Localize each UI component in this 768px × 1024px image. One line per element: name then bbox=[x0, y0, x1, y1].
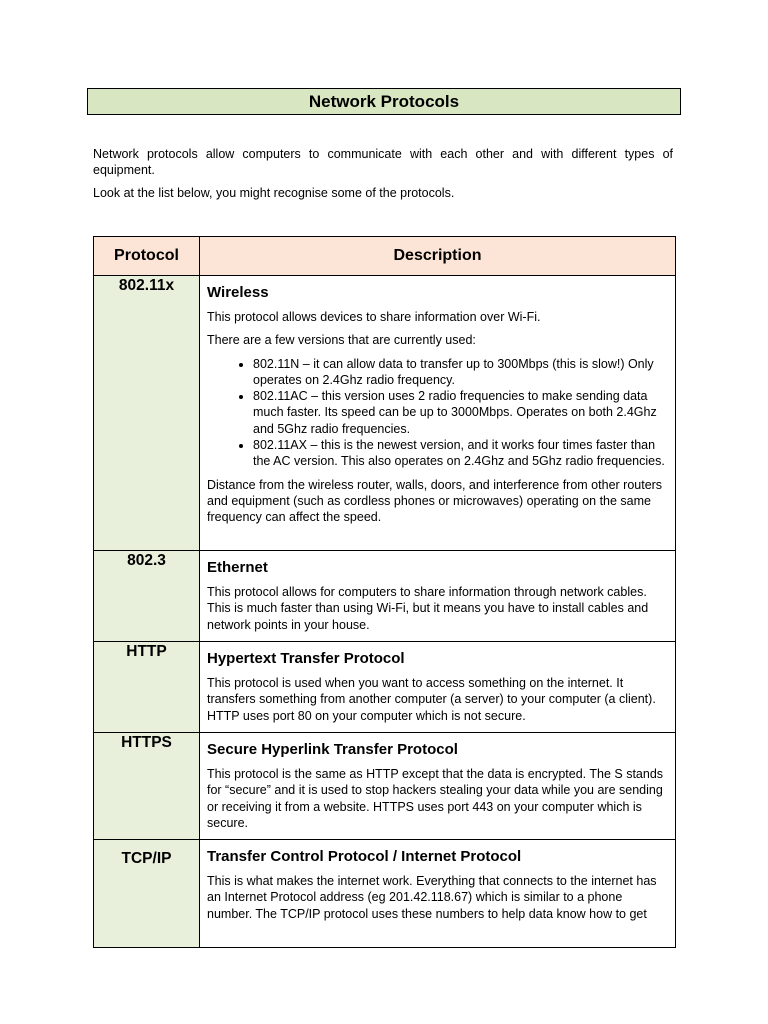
protocol-description bbox=[200, 276, 676, 551]
intro-paragraph: Look at the list below, you might recognise some of the protocols. bbox=[93, 186, 455, 200]
description-title: Hypertext Transfer Protocol bbox=[207, 650, 405, 667]
page-title: Network Protocols bbox=[87, 88, 681, 115]
protocol-name: 802.3 bbox=[94, 551, 200, 642]
version-list bbox=[207, 356, 667, 470]
list-item: • 802.11N – it can allow data to transfer up to 300Mbps (this is slow!) Only operates on 2.4Ghz radio frequency. bbox=[253, 356, 667, 389]
protocol-description bbox=[200, 840, 676, 948]
table-row bbox=[94, 733, 676, 840]
table-row bbox=[94, 840, 676, 948]
protocol-name: TCP/IP bbox=[94, 840, 200, 948]
description-text: This protocol is used when you want to access something on the internet. It transfers something from another computer (a server) to your computer (a client). HTTP uses port 80 on your computer which is not secure. bbox=[207, 676, 656, 723]
protocol-description bbox=[200, 551, 676, 642]
description-title: Transfer Control Protocol / Internet Protocol bbox=[207, 848, 522, 865]
table-row bbox=[94, 551, 676, 642]
description-text: There are a few versions that are currently used: bbox=[207, 333, 476, 348]
description-clip bbox=[207, 873, 667, 941]
header-protocol: Protocol bbox=[94, 237, 200, 276]
description-text: Distance from the wireless router, walls, doors, and interference from other routers and equipment (such as cordless phones or microwaves) operating on the same frequency can affect the speed. bbox=[207, 477, 663, 525]
table-header-row bbox=[94, 237, 676, 276]
description-text: This is what makes the internet work. Everything that connects to the internet has an Internet Protocol address (eg 201.42.118.67) which is similar to a phone number. The TCP/IP protocol uses these numbers to help data know how to get bbox=[207, 874, 657, 921]
description-title: Secure Hyperlink Transfer Protocol bbox=[207, 741, 458, 758]
description-text: This protocol is the same as HTTP except that the data is encrypted. The S stands for “secure” and it is used to stop hackers stealing your data while you are sending or receiving it from a website. HTTPS uses port 443 on your computer which is secure. bbox=[207, 767, 664, 830]
protocol-name: 802.11x bbox=[94, 276, 200, 551]
protocols-table bbox=[93, 236, 676, 948]
description-text: This protocol allows for computers to share information through network cables. This is much faster than using Wi-Fi, but it means you have to install cables and network points in your house. bbox=[207, 585, 649, 632]
table-row bbox=[94, 642, 676, 733]
list-item: • 802.11AX – this is the newest version, and it works four times faster than the AC version. This also operates on 2.4Ghz and 5Ghz radio frequencies. bbox=[253, 437, 667, 470]
protocol-description bbox=[200, 642, 676, 733]
description-title: Ethernet bbox=[207, 559, 268, 576]
description-text: This protocol allows devices to share information over Wi-Fi. bbox=[207, 310, 541, 324]
list-item: • 802.11AC – this version uses 2 radio frequencies to make sending data much faster. Its speed can be up to 3000Mbps. Operates on both 2.4Ghz and 5Ghz radio frequencies. bbox=[253, 388, 667, 437]
table-row bbox=[94, 276, 676, 551]
intro-section bbox=[93, 146, 673, 208]
protocol-description bbox=[200, 733, 676, 840]
header-description: Description bbox=[200, 237, 676, 276]
protocol-name: HTTP bbox=[94, 642, 200, 733]
description-title: Wireless bbox=[207, 284, 269, 301]
intro-paragraph: Network protocols allow computers to communicate with each other and with different types of equipment. bbox=[93, 147, 673, 177]
protocol-name: HTTPS bbox=[94, 733, 200, 840]
